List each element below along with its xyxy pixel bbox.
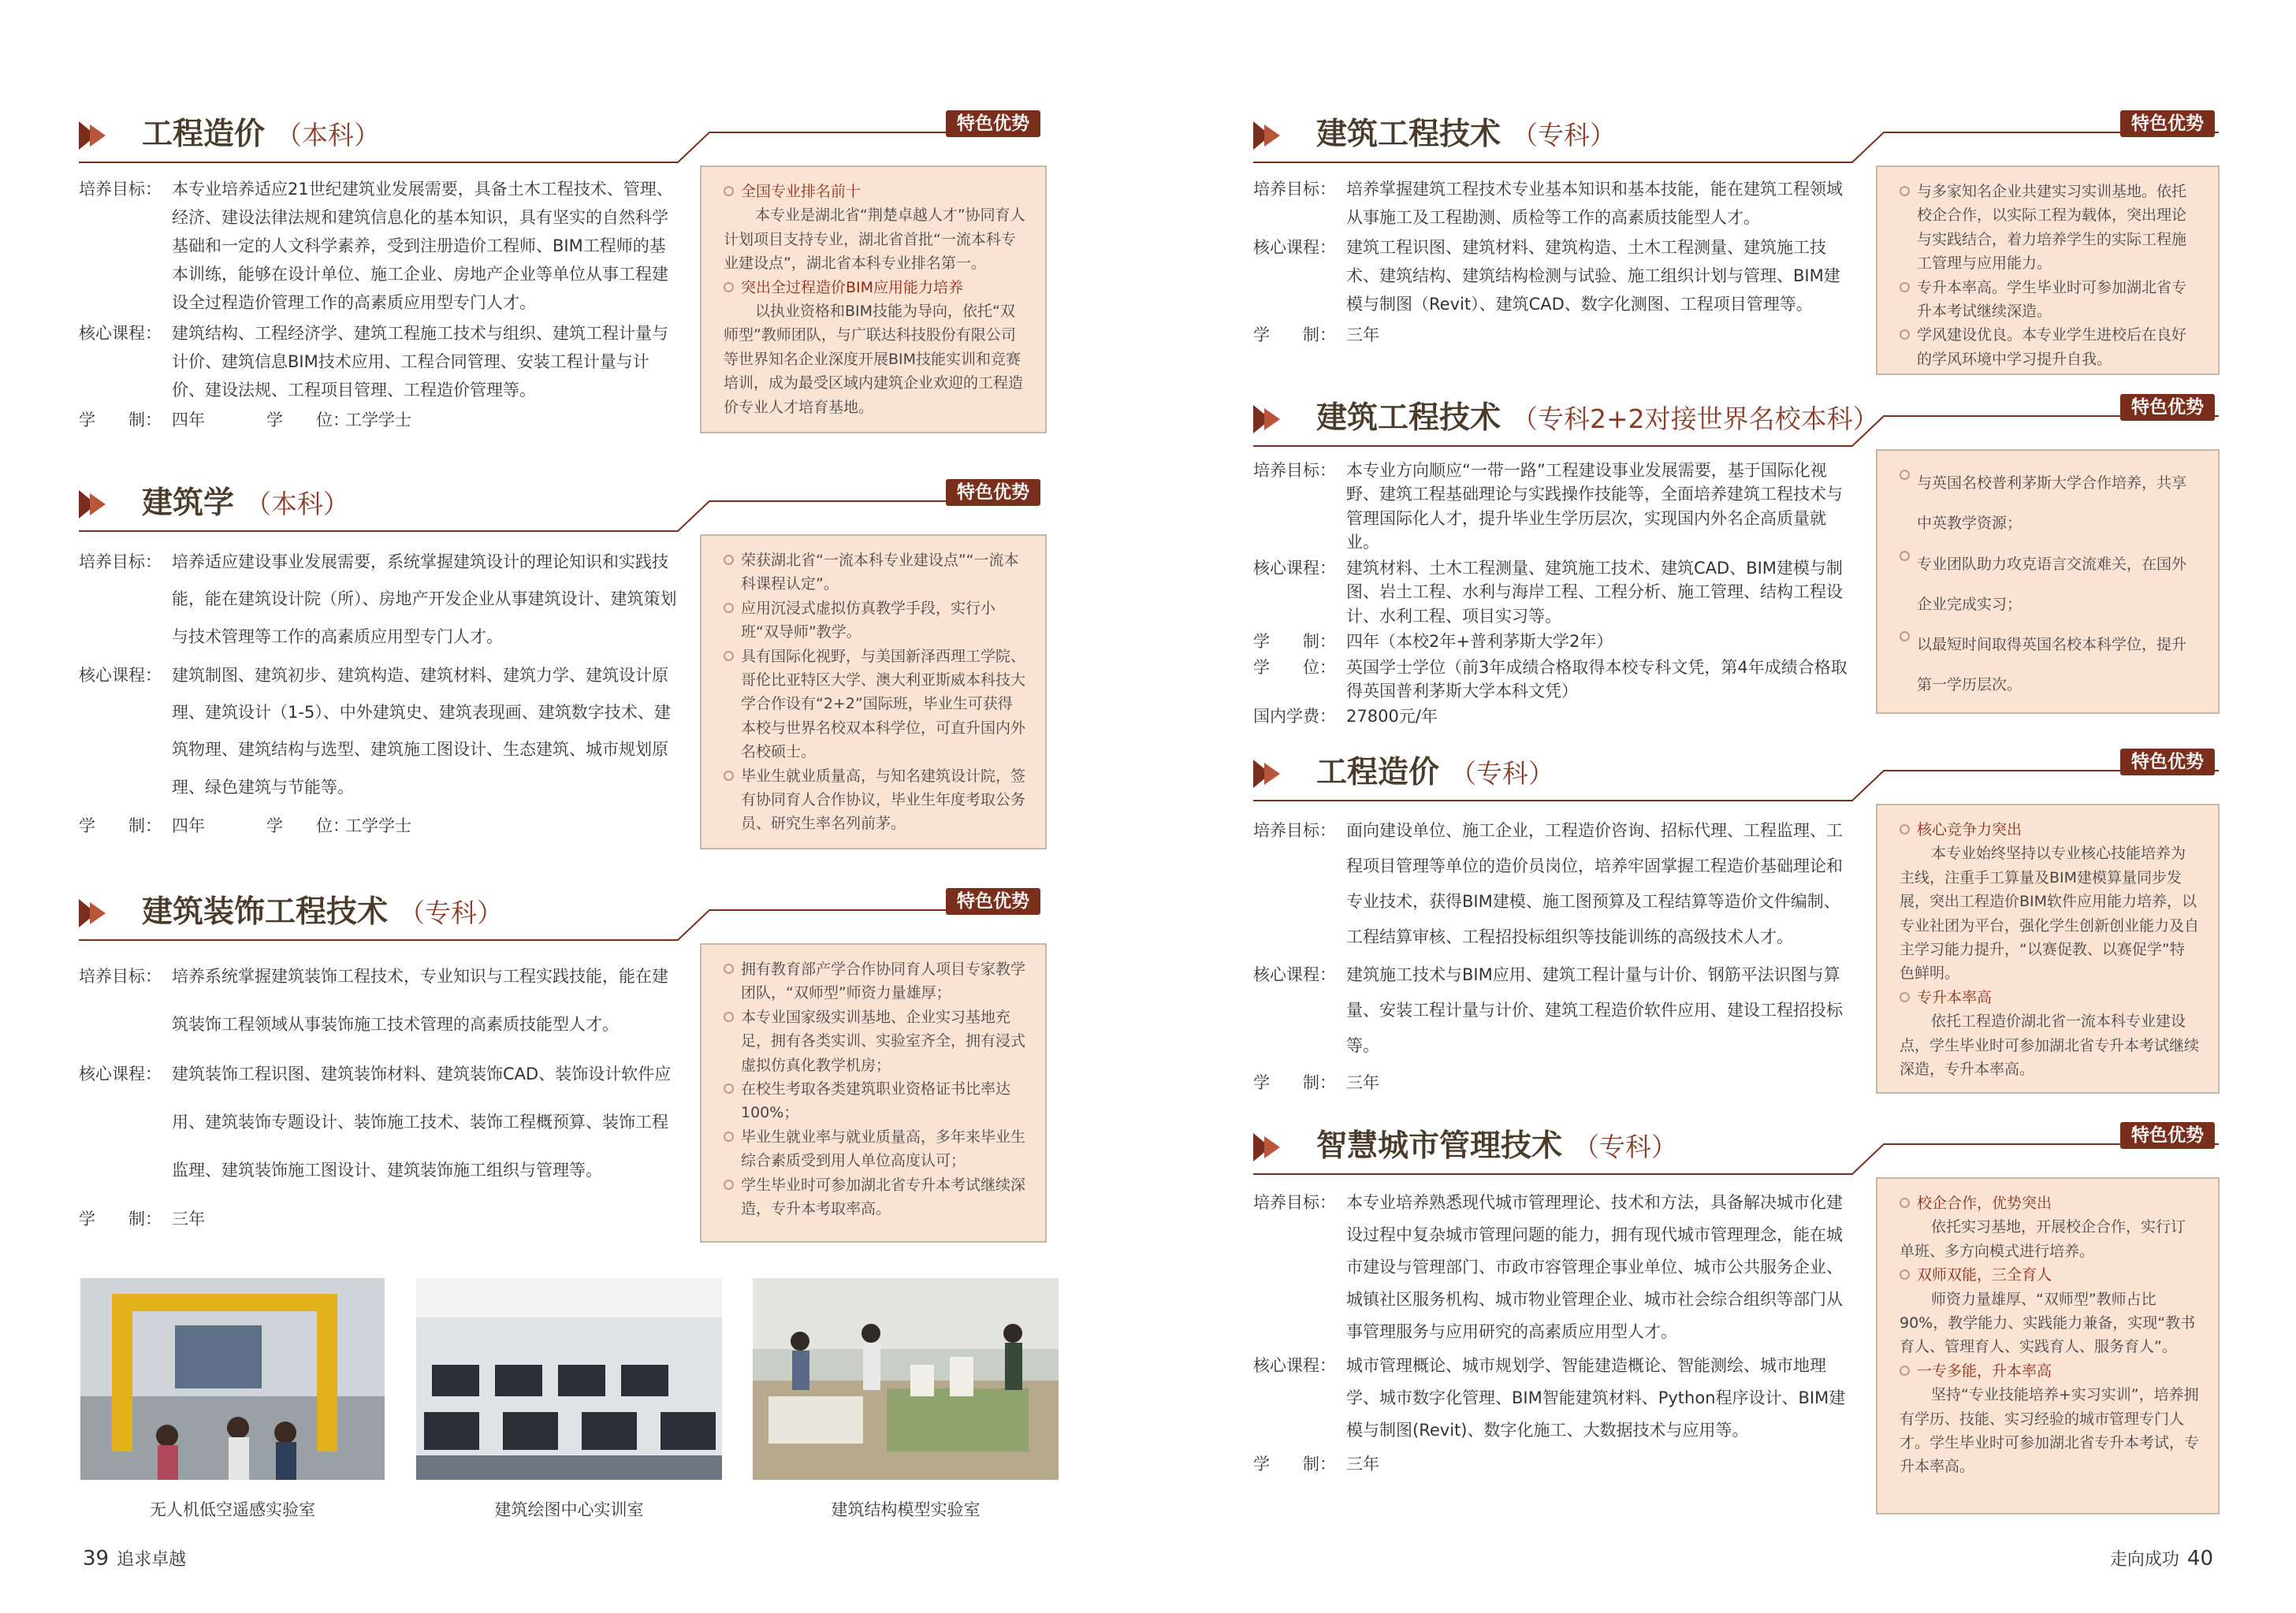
section-title: 智慧城市管理技术 （专科） xyxy=(1316,1128,1678,1164)
feature-box: 校企合作，优势突出 依托实习基地，开展校企合作，实行订单班、多方向模式进行培养。 双师双能，三全育人 师资力量雄厚、“双师型”教师占比90%，教学能力、实践能力兼备，实现“教书育人、管理育人、实践育人、服务育人”。 一专多能，升本率高 坚持“专业技能培养+实习实训”，培养拥有学历、技能、实习经验的城市管理专门人才。学生毕业时可参加湖北省专升本考试，专升本率高。 xyxy=(1876,1177,2220,1515)
section-body: 培养目标： 本专业培养适应21世纪建筑业发展需要，具备土木工程技术、管理、经济、建设法律法规和建筑信息化的基本知识，具有坚实的自然科学基础和一定的人文科学素养，受到注册造价工程师、BIM工程师的基本训练，能够在设计单位、施工企业、房地产企业等单位从事工程建设全过程造价管理工作的高素质应用型专门人才。 核心课程： 建筑结构、工程经济学、建筑工程施工技术与组织、建筑工程计量与计价、建筑信息BIM技术应用、工程合同管理、安装工程计量与计价、建设法规、工程项目管理、工程造价管理等。 学 制： 四年 学 位： 工学学士 xyxy=(79,180,673,429)
photo-caption: 无人机低空遥感实验室 xyxy=(150,1500,315,1519)
feature-box: 拥有教育部产学合作协同育人项目专家教学团队，“双师型”师资力量雄厚； 本专业国家级实训基地、企业实习基地充足，拥有各类实训、实验室齐全，拥有浸式虚拟仿真化教学机房； 在校生考取各类建筑职业资格证书比率达100%； 毕业生就业率与就业质量高，多年来毕业生综合素质受到用人单位高度认可； 学生毕业时可参加湖北省专升本考试继续深造，专升本考取率高。 xyxy=(700,943,1047,1243)
title-rule xyxy=(1253,749,2223,804)
title-rule xyxy=(79,888,1056,943)
section-title: 建筑工程技术 （专科） xyxy=(1316,117,1617,152)
section-jzgc-zk xyxy=(1253,110,2223,378)
title-rule xyxy=(79,110,1056,165)
feature-badge: 特色优势 xyxy=(2120,1122,2215,1149)
section-title: 工程造价 （专科） xyxy=(1316,755,1555,790)
feature-badge: 特色优势 xyxy=(946,110,1040,137)
feature-badge: 特色优势 xyxy=(946,888,1040,915)
photo-caption: 建筑结构模型实验室 xyxy=(831,1500,981,1519)
feature-box: 与多家知名企业共建实习实训基地。依托校企合作，以实际工程为载体，突出理论与实践结合，着力培养学生的实际工程施工管理与应用能力。 专升本率高。学生毕业时可参加湖北省专升本考试继续深造。 学风建设优良。本专业学生进校后在良好的学风环境中学习提升自我。 xyxy=(1876,165,2220,375)
section-title: 建筑工程技术 （专科2+2对接世界名校本科） xyxy=(1316,400,1879,436)
section-jzgc-22 xyxy=(1253,394,2223,725)
photo-drone-lab xyxy=(80,1278,385,1480)
section-title: 建筑装饰工程技术 （专科） xyxy=(142,894,504,930)
section-body: 培养目标： 面向建设单位、施工企业，工程造价咨询、招标代理、工程监理、工程项目管理等单位的造价员岗位，培养牢固掌握工程造价基础理论和专业技术，获得BIM建模、施工图预算及工程结算等造价文件编制、工程结算审核、工程招投标组织等技能训练的高级技术人才。 核心课程： 建筑施工技术与BIM应用、建筑工程计量与计价、钢筋平法识图与算量、安装工程计量与计价、建筑工程造价软件应用、建设工程招投标等。 学 制： 三年 xyxy=(1253,821,1843,1092)
section-title: 工程造价 （本科） xyxy=(142,117,381,152)
feature-badge: 特色优势 xyxy=(2120,110,2215,137)
section-body: 培养目标： 本专业方向顺应“一带一路”工程建设事业发展需要，基于国际化视野、建筑工程基础理论与实践操作技能等，全面培养建筑工程技术与管理国际化人才，提升毕业生学历层次，实现国内外名企高质量就业。 核心课程： 建筑材料、土木工程测量、建筑施工技术、建筑CAD、BIM建模与制图、岩土工程、水利与海岸工程、工程分析、施工管理、结构工程设计、水利工程、项目实习等。 学 制： 四年（本校2年+普利茅斯大学2年） 学 位： 英国学士学位（前3年成绩合格取得本校专科文凭，第4年成绩合格取得英国普利茅斯大学本科文凭） 国内学费： 27800元/年 xyxy=(1253,461,1848,727)
section-title: 建筑学 （本科） xyxy=(142,485,350,521)
feature-badge: 特色优势 xyxy=(946,479,1040,506)
title-rule xyxy=(1253,1122,2223,1177)
section-zhcs-zk xyxy=(1253,1122,2223,1516)
section-jzzs-zk xyxy=(79,888,1056,1251)
feature-badge: 特色优势 xyxy=(2120,394,2215,421)
feature-badge: 特色优势 xyxy=(2120,749,2215,775)
section-gczj-bk xyxy=(79,110,1056,441)
feature-box: 荣获湖北省“一流本科专业建设点”“一流本科课程认定”。 应用沉浸式虚拟仿真教学手段，实行小班“双导师”教学。 具有国际化视野，与美国新泽西理工学院、哥伦比亚特区大学、澳大利亚斯威本科技大学合作设有“2+2”国际班，毕业生可获得本校与世界名校双本科学位，可直升国内外名校硕士。 毕业生就业质量高，与知名建筑设计院，签有协同育人合作协议，毕业生年度考取公务员、研究生率名列前茅。 xyxy=(700,534,1047,849)
section-body: 培养目标： 培养系统掌握建筑装饰工程技术，专业知识与工程实践技能，能在建筑装饰工程领域从事装饰施工技术管理的高素质技能型人才。 核心课程： 建筑装饰工程识图、建筑装饰材料、建筑装饰CAD、装饰设计软件应用、建筑装饰专题设计、装饰施工技术、装饰工程概预算、装饰工程监理、建筑装饰施工图设计、建筑装饰施工组织与管理等。 学 制： 三年 xyxy=(79,967,672,1229)
title-rule xyxy=(1253,110,2223,165)
section-jzx-bk xyxy=(79,479,1056,849)
section-body: 培养目标： 本专业培养熟悉现代城市管理理论、技术和方法，具备解决城市化建设过程中复杂城市管理问题的能力，拥有现代城市管理理念，能在城市建设与管理部门、市政市容管理企事业单位、城市公共服务企业、城镇社区服务机构、城市物业管理企业、城市社会综合组织等部门从事管理服务与应用研究的高素质应用型人才。 核心课程： 城市管理概论、城市规划学、智能建造概论、智能测绘、城市地理学、城市数字化管理、BIM智能建筑材料、Python程序设计、BIM建模与制图(Revit)、数字化施工、大数据技术与应用等。 学 制： 三年 xyxy=(1253,1193,1846,1474)
title-rule xyxy=(1253,394,2223,449)
title-rule xyxy=(79,479,1056,534)
page-number-right: 走向成功 40 xyxy=(2109,1547,2213,1570)
section-body: 培养目标： 培养掌握建筑工程技术专业基本知识和基本技能，能在建筑工程领域从事施工及工程勘测、质检等工作的高素质技能型人才。 核心课程： 建筑工程识图、建筑材料、建筑构造、土木工程测量、建筑施工技术、建筑结构、建筑结构检测与试验、施工组织计划与管理、BIM建模与制图（Revit）、建筑CAD、数字化测图、工程项目管理等。 学 制： 三年 xyxy=(1253,180,1843,344)
page-number-left: 39 追求卓越 xyxy=(83,1547,187,1570)
feature-box: 核心竞争力突出 本专业始终坚持以专业核心技能培养为主线，注重手工算量及BIM建模算量同步发展，突出工程造价BIM软件应用能力培养，以专业社团为平台，强化学生创新创业能力及自主学习能力提升，“以赛促教、以赛促学”特色鲜明。 专升本率高 依托工程造价湖北省一流本科专业建设点，学生毕业时可参加湖北省专升本考试继续深造，专升本率高。 xyxy=(1876,804,2220,1094)
photo-caption: 建筑绘图中心实训室 xyxy=(494,1500,644,1519)
section-body: 培养目标： 培养适应建设事业发展需要，系统掌握建筑设计的理论知识和实践技能，能在建筑设计院（所）、房地产开发企业从事建筑设计、建筑策划与技术管理等工作的高素质应用型专门人才。 核心课程： 建筑制图、建筑初步、建筑构造、建筑材料、建筑力学、建筑设计原理、建筑设计（1-5）、中外建筑史、建筑表现画、建筑数字技术、建筑物理、建筑结构与选型、建筑施工图设计、生态建筑、城市规划原理、绿色建筑与节能等。 学 制： 四年 学 位： 工学学士 xyxy=(79,552,677,835)
feature-box: 与英国名校普利茅斯大学合作培养，共享中英教学资源； 专业团队助力攻克语言交流难关，在国外企业完成实习； 以最短时间取得英国名校本科学位，提升第一学历层次。 xyxy=(1876,449,2220,714)
section-gczj-zk xyxy=(1253,749,2223,1095)
feature-box: 全国专业排名前十 本专业是湖北省“荆楚卓越人才”协同育人计划项目支持专业，湖北省首批“一流本科专业建设点”，湖北省本科专业排名第一。 突出全过程造价BIM应用能力培养 以执业资格和BIM技能为导向，依托“双师型”教师团队，与广联达科技股份有限公司等世界知名企业深度开展BIM技能实训和竞赛培训，成为最受区域内建筑企业欢迎的工程造价专业人才培育基地。 xyxy=(700,165,1047,433)
photo-structure-model-lab xyxy=(753,1278,1059,1480)
photo-drawing-center xyxy=(416,1278,722,1480)
